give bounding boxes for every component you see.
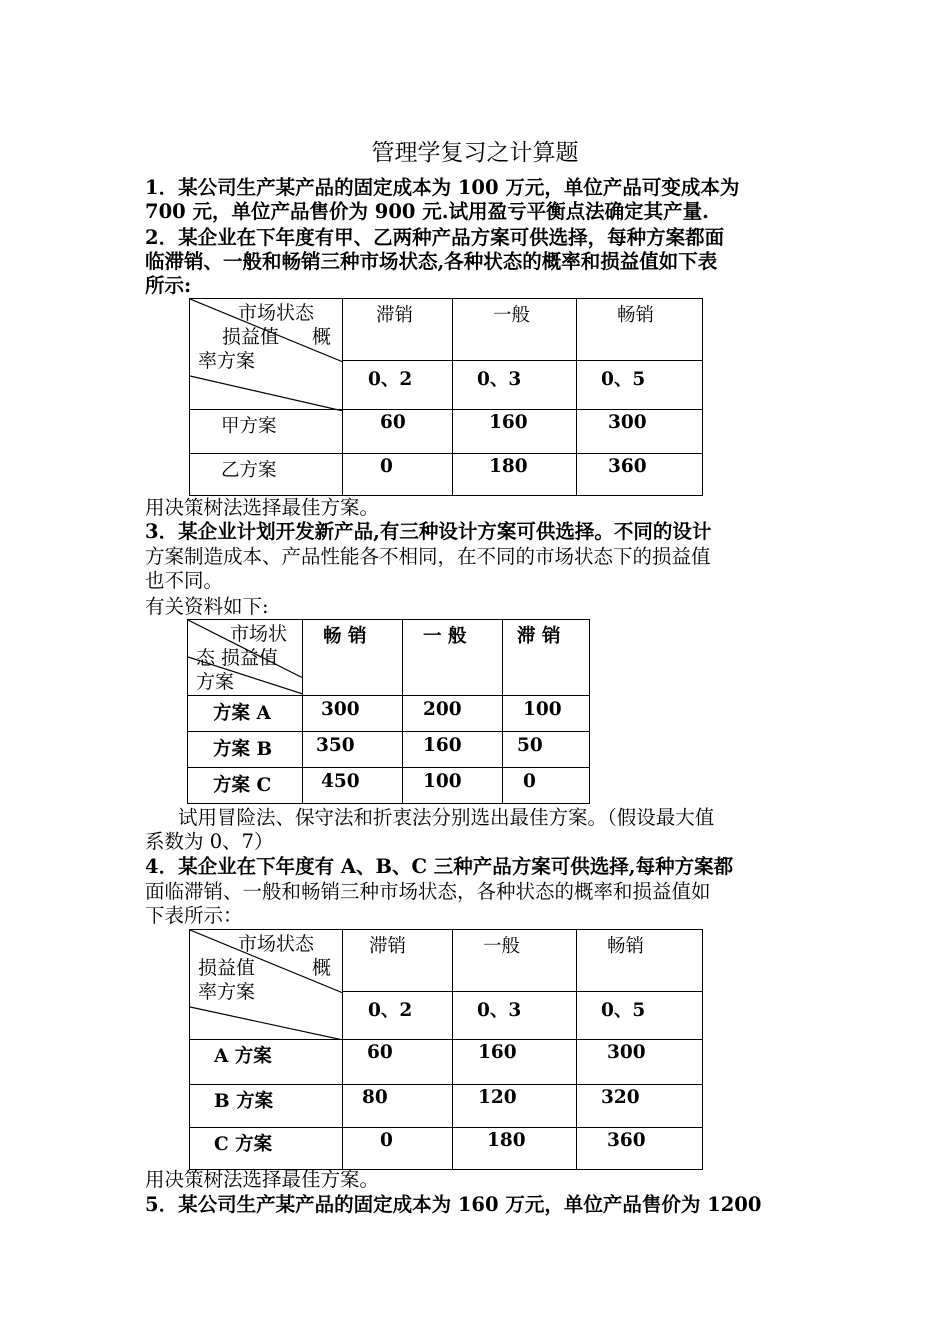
- q3-line-1: 3．某企业计划开发新产品,有三种设计方案可供选择。不同的设计: [145, 520, 712, 543]
- q3-table: [187, 619, 590, 804]
- q4-prob-2: 0、3: [453, 991, 577, 1039]
- q2-row-name: 乙方案: [190, 454, 343, 496]
- q2-cell: 160: [453, 410, 577, 454]
- table-row: [190, 1040, 703, 1085]
- q2-cell: 60: [343, 410, 453, 454]
- q1-line-1: 1．某公司生产某产品的固定成本为 100 万元，单位产品可变成本为: [145, 176, 740, 199]
- q2-header-plan: 率方案: [198, 350, 256, 372]
- q2-cell: 0: [343, 454, 453, 496]
- q3-line-2: 方案制造成本、产品性能各不相同，在不同的市场状态下的损益值: [145, 545, 711, 568]
- table-row: [190, 410, 703, 454]
- q2-col-3: 畅销: [577, 299, 703, 361]
- q3-row-name: 方案 B: [188, 732, 303, 768]
- page-title: 管理学复习之计算题: [371, 140, 579, 166]
- q4-line-2: 面临滞销、一般和畅销三种市场状态，各种状态的概率和损益值如: [145, 880, 711, 903]
- q2-header-market-state: 市场状态: [238, 302, 315, 324]
- table-row: [188, 768, 590, 804]
- table-row: [190, 454, 703, 496]
- q2-header-profit: 损益值: [222, 326, 280, 348]
- q4-cell: 160: [453, 1040, 577, 1085]
- q4-cell: 180: [453, 1128, 577, 1170]
- q4-line-3: 下表所示：: [145, 904, 243, 927]
- table-row: [188, 696, 590, 732]
- q2-line-1: 2．某企业在下年度有甲、乙两种产品方案可供选择，每种方案都面: [145, 226, 725, 249]
- q4-table: [189, 929, 703, 1170]
- q4-header-prob: 概: [312, 957, 332, 979]
- q3-cell: 50: [503, 732, 590, 768]
- q3-cell: 100: [403, 768, 503, 804]
- q3-cell: 100: [503, 696, 590, 732]
- q4-after: 用决策树法选择最佳方案。: [145, 1168, 380, 1191]
- q4-table-header-diagonal: [190, 930, 343, 1040]
- q3-row-name: 方案 C: [188, 768, 303, 804]
- q3-cell: 0: [503, 768, 590, 804]
- q2-after: 用决策树法选择最佳方案。: [145, 496, 380, 519]
- q2-cell: 180: [453, 454, 577, 496]
- q2-line-3: 所示:: [145, 274, 192, 297]
- q3-col-2: 一 般: [403, 620, 503, 696]
- q2-cell: 300: [577, 410, 703, 454]
- q4-row-name: C 方案: [190, 1128, 343, 1170]
- q4-prob-1: 0、2: [343, 991, 453, 1039]
- q2-line-2: 临滞销、一般和畅销三种市场状态,各种状态的概率和损益值如下表: [145, 250, 718, 273]
- q2-prob-2: 0、3: [453, 360, 577, 409]
- q2-row-name: 甲方案: [190, 410, 343, 454]
- q4-header-profit: 损益值: [198, 957, 256, 979]
- q4-cell: 80: [343, 1085, 453, 1128]
- q2-table-header-diagonal: [190, 299, 343, 410]
- q2-col-1: 滞销: [343, 299, 453, 361]
- q3-cell: 300: [303, 696, 403, 732]
- q2-prob-1: 0、2: [343, 360, 453, 409]
- q2-col-2: 一般: [453, 299, 577, 361]
- q3-cell: 160: [403, 732, 503, 768]
- q4-cell: 300: [577, 1040, 703, 1085]
- q4-row-name: A 方案: [190, 1040, 343, 1085]
- q4-cell: 120: [453, 1085, 577, 1128]
- q4-line-1: 4．某企业在下年度有 A、B、C 三种产品方案可供选择,每种方案都: [145, 855, 734, 878]
- q4-header-plan: 率方案: [198, 981, 256, 1003]
- q3-row-name: 方案 A: [188, 696, 303, 732]
- q4-col-3: 畅销: [577, 930, 703, 992]
- q4-header-market-state: 市场状态: [238, 933, 315, 955]
- q3-header-plan: 方案: [196, 671, 235, 693]
- q3-col-3: 滞 销: [503, 620, 590, 696]
- q5-line-1: 5．某公司生产某产品的固定成本为 160 万元，单位产品售价为 1200: [145, 1193, 762, 1216]
- q3-line-3: 也不同。: [145, 569, 224, 592]
- q4-cell: 60: [343, 1040, 453, 1085]
- q3-cell: 350: [303, 732, 403, 768]
- q4-col-2: 一般: [453, 930, 577, 992]
- q3-after-1: 试用冒险法、保守法和折衷法分别选出最佳方案。（假设最大值: [178, 806, 715, 829]
- q1-line-2: 700 元，单位产品售价为 900 元.试用盈亏平衡点法确定其产量.: [145, 200, 709, 223]
- q3-header-market-state: 市场状: [230, 623, 288, 645]
- q3-table-header-diagonal: [188, 620, 303, 696]
- q4-cell: 0: [343, 1128, 453, 1170]
- q4-cell: 360: [577, 1128, 703, 1170]
- q2-header-prob: 概: [312, 326, 332, 348]
- q3-after-2: 系数为 0、7）: [145, 830, 274, 853]
- q3-cell: 450: [303, 768, 403, 804]
- q4-prob-3: 0、5: [577, 991, 703, 1039]
- q3-header-profit: 态 损益值: [196, 647, 279, 669]
- table-row: [190, 1085, 703, 1128]
- q4-row-name: B 方案: [190, 1085, 343, 1128]
- q2-cell: 360: [577, 454, 703, 496]
- q4-col-1: 滞销: [343, 930, 453, 992]
- q4-cell: 320: [577, 1085, 703, 1128]
- q3-col-1: 畅 销: [303, 620, 403, 696]
- table-row: [190, 1128, 703, 1170]
- q2-table: [189, 298, 703, 496]
- q2-prob-3: 0、5: [577, 360, 703, 409]
- q3-line-4: 有关资料如下:: [145, 595, 269, 618]
- q3-cell: 200: [403, 696, 503, 732]
- table-row: [188, 732, 590, 768]
